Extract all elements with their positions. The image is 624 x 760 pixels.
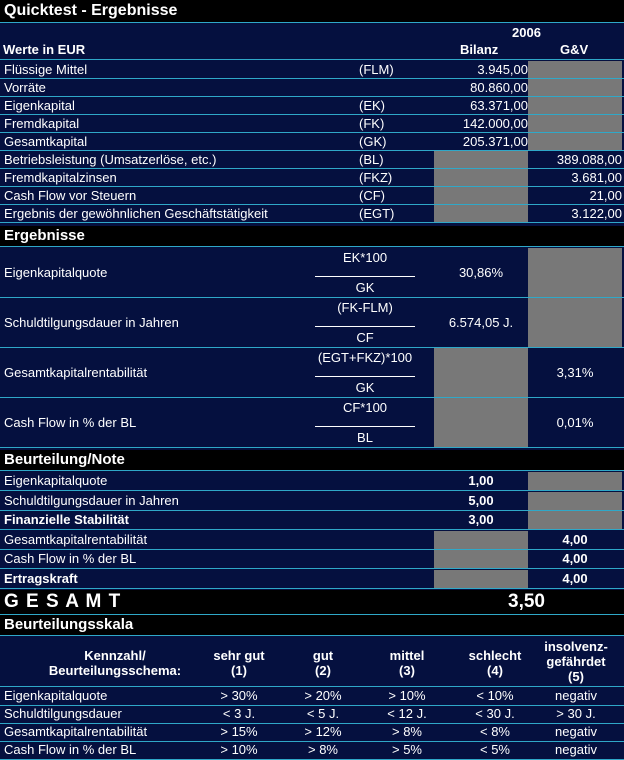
ratio-label: Gesamtkapitalrentabilität bbox=[4, 365, 148, 380]
divider bbox=[0, 22, 624, 23]
empty-cell bbox=[528, 97, 622, 114]
grade-head: schlecht bbox=[468, 648, 522, 663]
guv-grade: 4,00 bbox=[562, 551, 588, 566]
formula-denominator: GK bbox=[355, 280, 375, 295]
bilanz-value: 3.945,00 bbox=[477, 62, 528, 77]
input-label: Betriebsleistung (Umsatzerlöse, etc.) bbox=[4, 152, 217, 167]
empty-cell bbox=[528, 115, 622, 132]
input-abbr: (FK) bbox=[359, 116, 385, 131]
formula-denominator: BL bbox=[357, 430, 373, 445]
guv-value: 3.122,00 bbox=[571, 206, 622, 221]
input-abbr: (CF) bbox=[359, 188, 385, 203]
divider bbox=[0, 246, 624, 247]
formula-numerator: (FK-FLM) bbox=[337, 300, 393, 315]
guv-grade: 4,00 bbox=[562, 570, 588, 586]
grade-label: Ertragskraft bbox=[4, 570, 78, 586]
empty-cell bbox=[528, 79, 622, 96]
divider bbox=[0, 59, 624, 60]
scale-value: > 30 J. bbox=[556, 706, 596, 721]
grade-head: (4) bbox=[487, 663, 503, 678]
empty-cell bbox=[434, 205, 528, 222]
formula-numerator: (EGT+FKZ)*100 bbox=[317, 350, 413, 365]
empty-cell bbox=[528, 511, 622, 529]
empty-cell bbox=[434, 398, 528, 447]
fraction-bar bbox=[315, 426, 415, 427]
grade-label: Cash Flow in % der BL bbox=[4, 551, 137, 566]
scale-label: Eigenkapitalquote bbox=[4, 688, 108, 703]
scale-label: Cash Flow in % der BL bbox=[4, 742, 137, 757]
scale-label: Gesamtkapitalrentabilität bbox=[4, 724, 148, 739]
grade-head: gefährdet bbox=[546, 654, 606, 669]
scale-value: < 10% bbox=[476, 688, 514, 703]
empty-cell bbox=[528, 472, 622, 490]
grade-head: sehr gut bbox=[213, 648, 265, 663]
formula-numerator: EK*100 bbox=[342, 250, 388, 265]
empty-cell bbox=[434, 531, 528, 549]
fraction-bar bbox=[315, 376, 415, 377]
formula-numerator: CF*100 bbox=[342, 400, 388, 415]
input-label: Vorräte bbox=[4, 80, 46, 95]
ratio-label: Cash Flow in % der BL bbox=[4, 415, 137, 430]
empty-cell bbox=[528, 61, 622, 78]
empty-cell bbox=[434, 151, 528, 168]
ratio-label: Eigenkapitalquote bbox=[4, 265, 108, 280]
input-abbr: (GK) bbox=[359, 134, 387, 149]
scale-value: < 8% bbox=[480, 724, 510, 739]
grade-head: (3) bbox=[399, 663, 415, 678]
gesamt-row bbox=[0, 590, 624, 614]
currency-label: Werte in EUR bbox=[3, 42, 86, 57]
grade-label: Finanzielle Stabilität bbox=[4, 512, 129, 527]
scale-value: > 8% bbox=[308, 742, 338, 757]
input-label: Eigenkapital bbox=[4, 98, 75, 113]
input-abbr: (FLM) bbox=[359, 62, 394, 77]
grade-head: (5) bbox=[568, 669, 584, 684]
guv-grade: 4,00 bbox=[562, 531, 588, 547]
gesamt-value: 3,50 bbox=[508, 591, 545, 612]
formula-denominator: GK bbox=[355, 380, 375, 395]
section-skala: Beurteilungsskala bbox=[0, 615, 624, 635]
skala-head-1: Kennzahl/ bbox=[84, 648, 146, 663]
empty-cell bbox=[528, 133, 622, 150]
fraction-bar bbox=[315, 276, 415, 277]
divider bbox=[0, 222, 624, 223]
divider bbox=[0, 397, 624, 398]
scale-label: Schuldtilgungsdauer bbox=[4, 706, 122, 721]
guv-result: 0,01% bbox=[556, 415, 594, 430]
scale-value: negativ bbox=[555, 688, 597, 703]
input-abbr: (EK) bbox=[359, 98, 385, 113]
grade-label: Schuldtilgungsdauer in Jahren bbox=[4, 492, 179, 508]
page-title: Quicktest - Ergebnisse bbox=[0, 0, 624, 22]
scale-value: > 10% bbox=[388, 688, 426, 703]
empty-cell bbox=[434, 348, 528, 397]
scale-value: > 10% bbox=[220, 742, 258, 757]
scale-value: < 3 J. bbox=[222, 706, 256, 721]
scale-value: < 5 J. bbox=[306, 706, 340, 721]
input-label: Fremdkapitalzinsen bbox=[4, 170, 117, 185]
ratio-label: Schuldtilgungsdauer in Jahren bbox=[4, 315, 179, 330]
bilanz-value: 142.000,00 bbox=[462, 116, 528, 131]
divider bbox=[0, 635, 624, 636]
divider bbox=[0, 347, 624, 348]
gesamt-label: G E S A M T bbox=[4, 591, 122, 612]
input-label: Fremdkapital bbox=[4, 116, 80, 131]
guv-value: 3.681,00 bbox=[571, 170, 622, 185]
bilanz-grade: 1,00 bbox=[468, 473, 494, 488]
guv-value: 389.088,00 bbox=[556, 152, 622, 167]
scale-value: > 15% bbox=[220, 724, 258, 739]
scale-value: < 5% bbox=[480, 742, 510, 757]
scale-value: < 30 J. bbox=[475, 706, 515, 721]
grade-label: Eigenkapitalquote bbox=[4, 473, 108, 488]
scale-value: > 20% bbox=[304, 688, 342, 703]
formula-denominator: CF bbox=[356, 330, 374, 345]
divider bbox=[0, 549, 624, 550]
grade-label: Gesamtkapitalrentabilität bbox=[4, 531, 148, 547]
col-guv-header: G&V bbox=[560, 42, 589, 57]
scale-value: > 8% bbox=[392, 724, 422, 739]
input-label: Cash Flow vor Steuern bbox=[4, 188, 137, 203]
scale-value: > 12% bbox=[304, 724, 342, 739]
guv-result: 3,31% bbox=[556, 365, 594, 380]
input-abbr: (EGT) bbox=[359, 206, 395, 221]
divider bbox=[0, 686, 624, 687]
grade-head: mittel bbox=[389, 648, 425, 663]
scale-value: > 30% bbox=[220, 688, 258, 703]
fraction-bar bbox=[315, 326, 415, 327]
skala-head-2: Beurteilungsschema: bbox=[48, 663, 182, 678]
bilanz-value: 205.371,00 bbox=[462, 134, 528, 149]
guv-value: 21,00 bbox=[589, 188, 622, 203]
empty-cell bbox=[434, 550, 528, 568]
bilanz-result: 30,86% bbox=[458, 265, 504, 280]
empty-cell bbox=[434, 570, 528, 588]
col-bilanz-header: Bilanz bbox=[460, 42, 499, 57]
empty-cell bbox=[528, 248, 622, 297]
input-label: Gesamtkapital bbox=[4, 134, 88, 149]
input-abbr: (BL) bbox=[359, 152, 384, 167]
scale-value: negativ bbox=[555, 742, 597, 757]
empty-cell bbox=[528, 298, 622, 347]
scale-value: negativ bbox=[555, 724, 597, 739]
bilanz-grade: 3,00 bbox=[468, 512, 494, 527]
year-label: 2006 bbox=[512, 25, 541, 40]
grade-head: (1) bbox=[231, 663, 247, 678]
empty-cell bbox=[434, 187, 528, 204]
section-beurteilung: Beurteilung/Note bbox=[0, 450, 624, 470]
input-label: Ergebnis der gewöhnlichen Geschäftstätigkeit bbox=[4, 206, 268, 221]
grade-head: gut bbox=[312, 648, 334, 663]
input-abbr: (FKZ) bbox=[359, 170, 393, 185]
bilanz-result: 6.574,05 J. bbox=[448, 315, 514, 330]
input-label: Flüssige Mittel bbox=[4, 62, 88, 77]
divider bbox=[0, 568, 624, 569]
bilanz-value: 80.860,00 bbox=[470, 80, 528, 95]
scale-value: < 12 J. bbox=[387, 706, 427, 721]
grade-head: (2) bbox=[315, 663, 331, 678]
divider bbox=[0, 588, 624, 589]
empty-cell bbox=[434, 169, 528, 186]
bilanz-grade: 5,00 bbox=[468, 492, 494, 508]
empty-cell bbox=[528, 492, 622, 510]
bilanz-value: 63.371,00 bbox=[470, 98, 528, 113]
divider bbox=[0, 470, 624, 471]
divider bbox=[0, 447, 624, 448]
section-ergebnisse: Ergebnisse bbox=[0, 226, 624, 246]
scale-value: > 5% bbox=[392, 742, 422, 757]
divider bbox=[0, 529, 624, 530]
grade-head: insolvenz- bbox=[544, 639, 608, 654]
